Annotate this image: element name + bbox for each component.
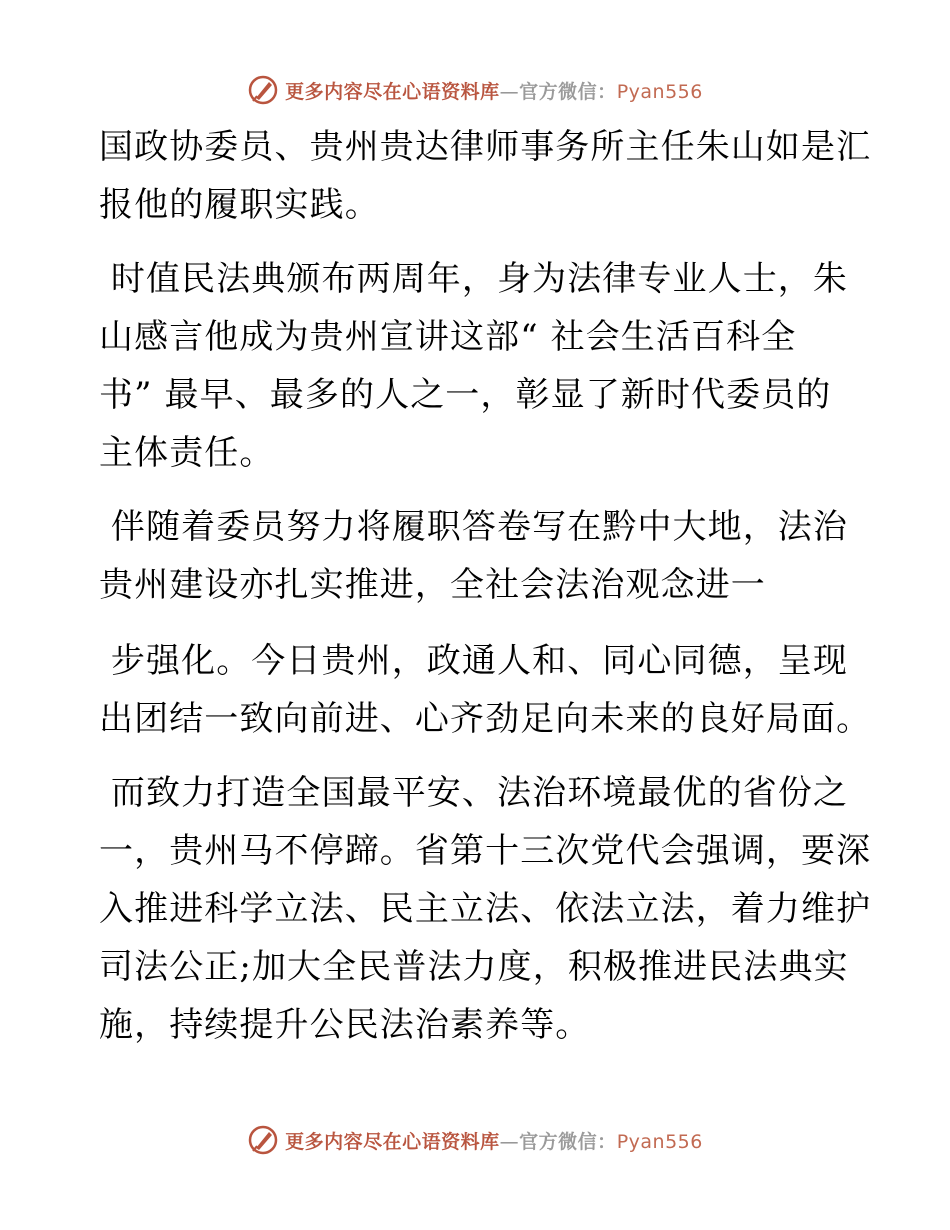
- text-line: 而致力打造全国最平安、法治环境最优的省份之: [99, 773, 849, 813]
- watermark-text: [285, 77, 703, 104]
- text-line: 书” 最早、最多的人之一，彰显了新时代委员的: [99, 375, 832, 415]
- text-line: 一，贵州马不停蹄。省第十三次党代会强调，要深: [99, 831, 872, 871]
- watermark-official-label: 官方微信：: [519, 1130, 617, 1153]
- watermark-handle: Pyan556: [616, 80, 703, 103]
- text-line: 国政协委员、贵州贵达律师事务所主任朱山如是汇: [99, 127, 872, 167]
- quill-logo-icon: [247, 1124, 279, 1156]
- text-line: 施，持续提升公民法治素养等。: [99, 1005, 591, 1045]
- text-line: 伴随着委员努力将履职答卷写在黔中大地，法治: [99, 507, 849, 547]
- text-line: 贵州建设亦扎实推进，全社会法治观念进一: [99, 565, 766, 605]
- watermark-dash: —: [499, 80, 520, 103]
- text-line: 步强化。今日贵州，政通人和、同心同德，呈现: [99, 641, 849, 681]
- text-line: 主体责任。: [99, 433, 275, 473]
- footer-watermark: [0, 1120, 950, 1160]
- text-line: 报他的履职实践。: [99, 185, 380, 225]
- text-line: 山感言他成为贵州宣讲这部“ 社会生活百科全: [99, 317, 797, 357]
- watermark-brand: 更多内容尽在心语资料库: [285, 80, 500, 103]
- text-line: 时值民法典颁布两周年，身为法律专业人士，朱: [99, 259, 849, 299]
- quill-logo-icon: [247, 74, 279, 106]
- watermark-handle: Pyan556: [616, 1130, 703, 1153]
- watermark-text: [285, 1127, 703, 1154]
- text-line: 司法公正;加大全民普法力度，积极推进民法典实: [99, 947, 849, 987]
- text-line: 出团结一致向前进、心齐劲足向未来的良好局面。: [99, 699, 872, 739]
- watermark-official-label: 官方微信：: [519, 80, 617, 103]
- watermark-brand: 更多内容尽在心语资料库: [285, 1130, 500, 1153]
- text-line: 入推进科学立法、民主立法、依法立法，着力维护: [99, 889, 872, 929]
- header-watermark: [0, 70, 950, 110]
- watermark-dash: —: [499, 1130, 520, 1153]
